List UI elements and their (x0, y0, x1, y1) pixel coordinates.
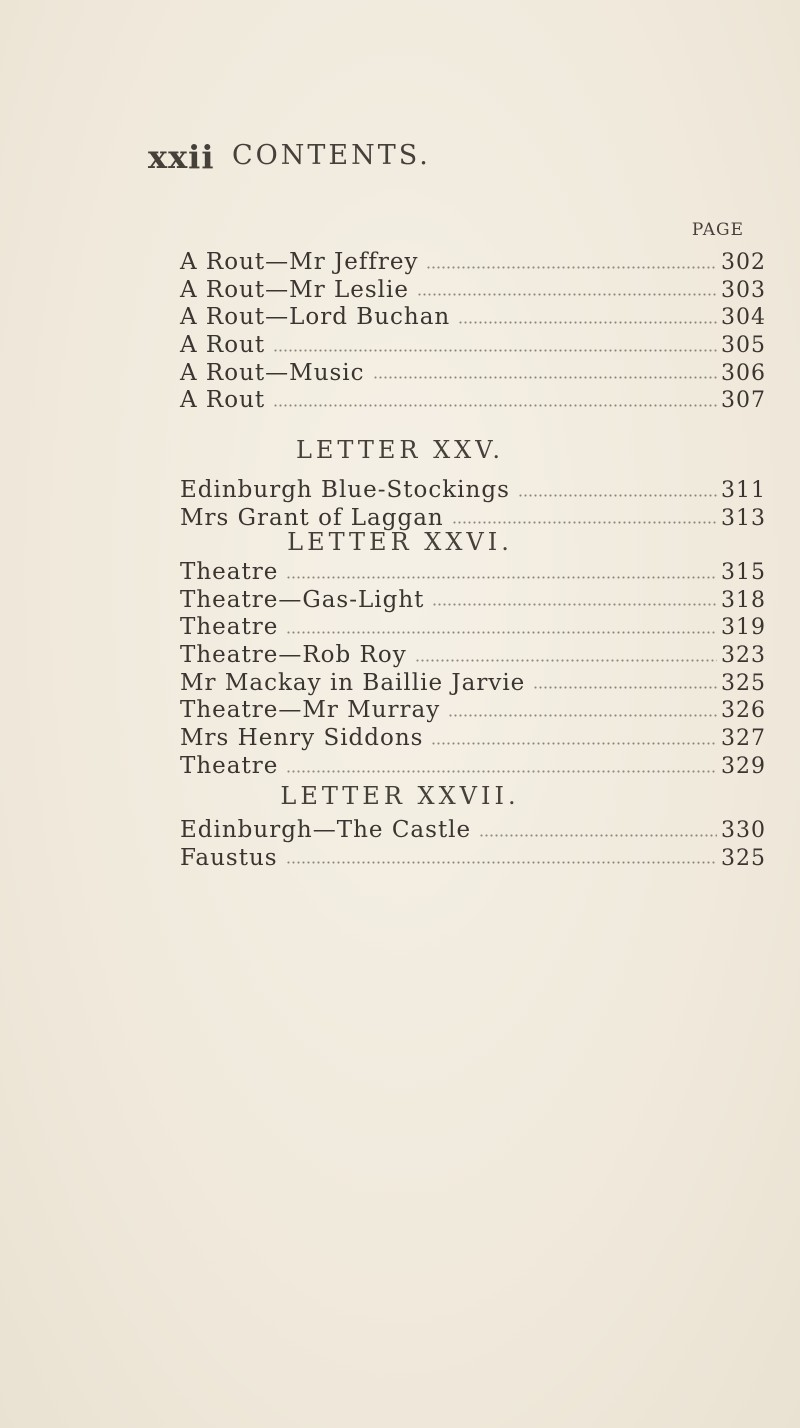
toc-entry-page: 327 (721, 726, 766, 752)
toc-entry-title: Mr Mackay in Baillie Jarvie (180, 669, 526, 696)
page-header (0, 138, 800, 178)
toc-entry (180, 817, 766, 845)
leader-dots (533, 685, 717, 690)
toc-group-letter-27 (180, 817, 766, 872)
toc-entry-title: Edinburgh Blue-Stockings (180, 477, 510, 503)
toc-entry (180, 387, 766, 415)
toc-entry (180, 753, 766, 781)
toc-entry-page: 313 (721, 505, 766, 531)
toc-entry (180, 304, 766, 332)
toc-entry-title: Edinburgh—The Castle (180, 817, 472, 843)
toc-entry-page: 304 (721, 305, 766, 331)
toc-entry-title: A Rout (180, 332, 266, 359)
leader-dots (286, 769, 717, 774)
leader-dots (458, 320, 717, 325)
leader-dots (373, 375, 717, 380)
toc-entry-page: 307 (721, 388, 766, 414)
toc-entry-title: Theatre (180, 614, 279, 641)
letter-heading: LETTER XXV. (295, 436, 505, 464)
toc-entry (180, 332, 766, 360)
page-column-label: PAGE (691, 220, 744, 240)
toc-entry-title: Theatre (180, 752, 279, 779)
toc-entry-page: 329 (721, 753, 766, 779)
toc-entry (180, 670, 766, 698)
leader-dots (286, 575, 717, 580)
toc-entry-page: 325 (721, 845, 766, 871)
leader-dots (286, 860, 717, 865)
toc-entry-title: A Rout (180, 387, 266, 414)
toc-entry-page: 326 (721, 698, 766, 724)
toc-entry-page: 311 (721, 478, 766, 503)
toc-entry-title: Theatre—Gas-Light (180, 586, 425, 613)
toc-entry-page: 318 (721, 587, 766, 613)
letter-heading: LETTER XXVI. (287, 528, 513, 556)
toc-entry-page: 315 (721, 560, 766, 585)
leader-dots (273, 348, 717, 353)
toc-entry-title: A Rout—Music (180, 359, 365, 386)
toc-entry (180, 614, 766, 642)
toc-entry-page: 305 (721, 333, 766, 359)
toc-group-letter-26 (180, 559, 766, 781)
leader-dots (431, 741, 717, 746)
toc-entry-page: 319 (721, 615, 766, 641)
toc-entry-page: 330 (721, 818, 766, 843)
leader-dots (415, 658, 717, 663)
letter-heading: LETTER XXVII. (280, 782, 520, 810)
leader-dots (518, 493, 717, 498)
toc-entry-page: 302 (721, 250, 766, 275)
toc-entry-title: A Rout—Lord Buchan (180, 304, 451, 331)
toc-group-routs (180, 249, 766, 415)
leader-dots (448, 713, 717, 718)
toc-entry (180, 277, 766, 305)
leader-dots (273, 403, 717, 408)
leader-dots (417, 292, 717, 297)
toc-entry-page: 325 (721, 670, 766, 696)
running-title: CONTENTS. (232, 140, 431, 171)
leader-dots (452, 520, 717, 525)
toc-entry-title: Theatre (180, 559, 279, 585)
toc-entry-title: Mrs Grant of Laggan (180, 504, 444, 531)
toc-entry (180, 845, 766, 873)
toc-entry (180, 697, 766, 725)
page-number: xxii (148, 138, 215, 176)
toc-entry (180, 725, 766, 753)
toc-entry-page: 323 (721, 643, 766, 669)
toc-entry-page: 303 (721, 277, 766, 303)
toc-entry-page: 306 (721, 360, 766, 386)
leader-dots (286, 630, 717, 635)
leader-dots (426, 265, 717, 270)
toc-entry (180, 477, 766, 505)
toc-entry (180, 249, 766, 277)
toc-entry-title: A Rout—Mr Leslie (180, 276, 410, 303)
toc-entry (180, 559, 766, 587)
toc-entry-title: Faustus (180, 844, 278, 871)
toc-entry-title: A Rout—Mr Jeffrey (180, 249, 419, 275)
toc-entry-title: Theatre—Rob Roy (180, 642, 407, 669)
leader-dots (479, 833, 717, 838)
leader-dots (432, 602, 717, 607)
toc-entry (180, 642, 766, 670)
toc-group-letter-25 (180, 477, 766, 532)
toc-entry-title: Mrs Henry Siddons (180, 725, 424, 752)
toc-entry-title: Theatre—Mr Murray (180, 697, 441, 724)
toc-entry (180, 587, 766, 615)
toc-entry (180, 360, 766, 388)
